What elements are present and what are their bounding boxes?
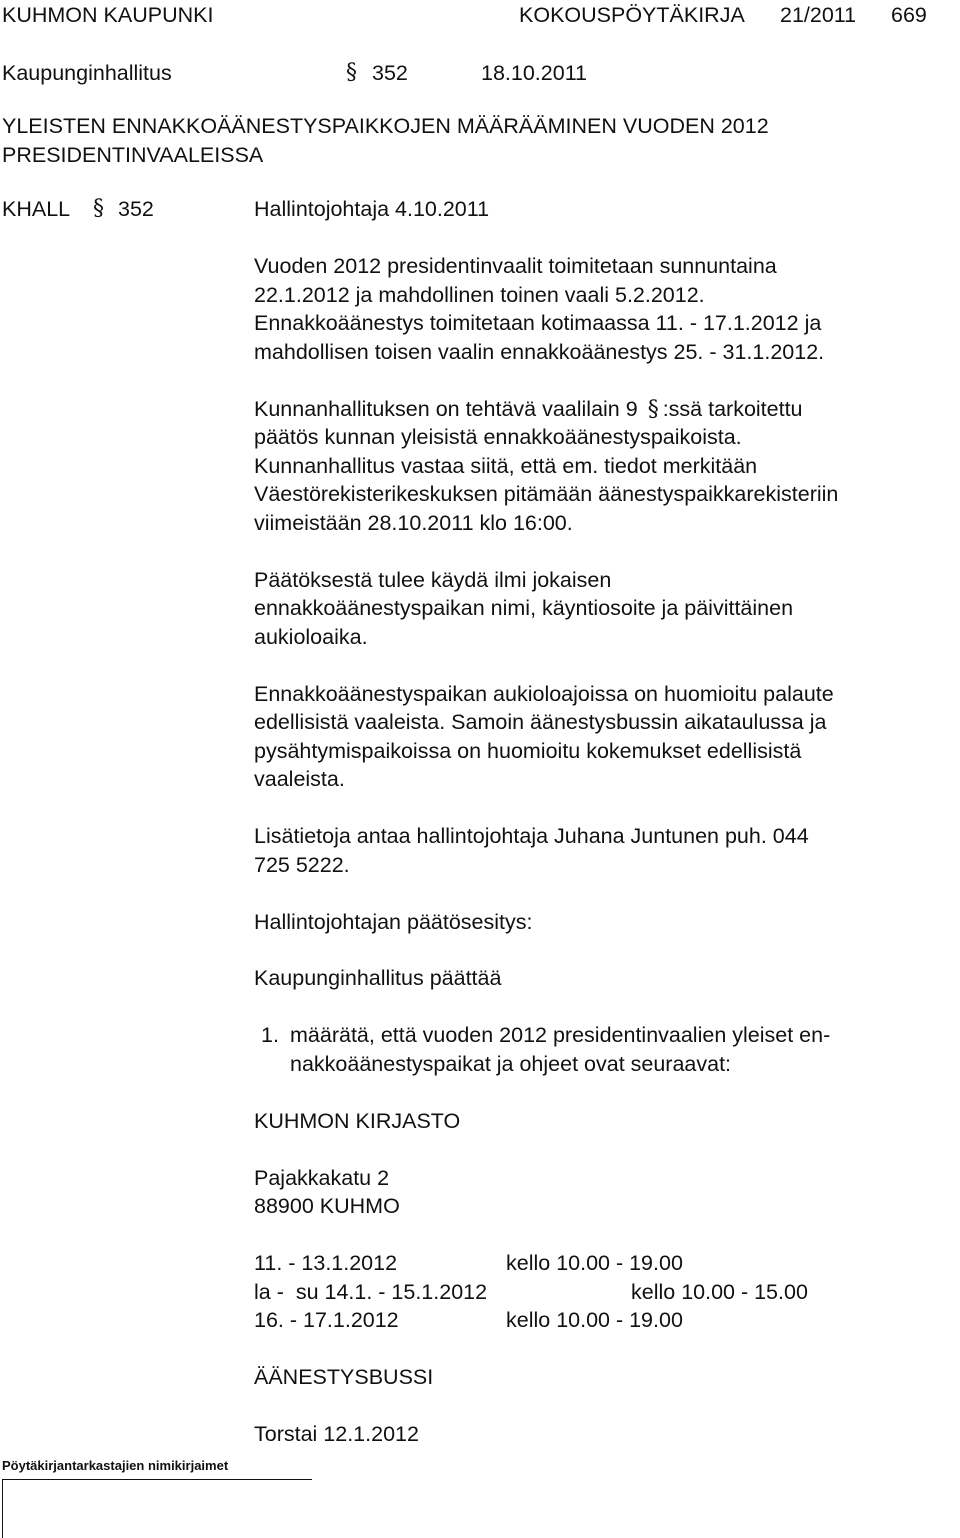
header-doc-title: KOKOUSPÖYTÄKIRJA bbox=[519, 3, 745, 27]
schedule-days: la - su 14.1. - 15.1.2012 bbox=[254, 1280, 488, 1304]
paragraph-line: 22.1.2012 ja mahdollinen toinen vaali 5.2.2012. bbox=[254, 283, 705, 307]
ref-label: KHALL bbox=[2, 197, 71, 221]
paragraph-line: Kunnanhallitus vastaa siitä, että em. tiedot merkitään bbox=[254, 454, 758, 478]
footer-divider bbox=[2, 1479, 312, 1480]
schedule-hours: kello 10.00 - 19.00 bbox=[506, 1251, 683, 1275]
list-item-line: nakkoäänestyspaikat ja ohjeet ovat seuraavat: bbox=[290, 1052, 732, 1076]
location-name: KUHMON KIRJASTO bbox=[254, 1109, 461, 1133]
schedule-hours: kello 10.00 - 15.00 bbox=[631, 1280, 808, 1304]
paragraph-line: ennakkoäänestyspaikan nimi, käyntiosoite ja päivittäinen bbox=[254, 596, 794, 620]
paragraph-line: Lisätietoja antaa hallintojohtaja Juhana Juntunen puh. 044 bbox=[254, 824, 809, 848]
ref-number: 352 bbox=[118, 197, 154, 221]
paragraph-line: Vuoden 2012 presidentinvaalit toimitetaan sunnuntaina bbox=[254, 254, 777, 278]
footer-label: Pöytäkirjantarkastajien nimikirjaimet bbox=[2, 1458, 229, 1473]
paragraph-line: Ennakkoäänestyspaikan aukioloajoissa on huomioitu palaute bbox=[254, 682, 834, 706]
paragraph-line: viimeistään 28.10.2011 klo 16:00. bbox=[254, 511, 573, 535]
ref-author-date: Hallintojohtaja 4.10.2011 bbox=[254, 197, 490, 221]
paragraph-line: aukioloaika. bbox=[254, 625, 368, 649]
schedule-hours: kello 10.00 - 19.00 bbox=[506, 1308, 683, 1332]
schedule-days: 11. - 13.1.2012 bbox=[254, 1251, 398, 1275]
header-doc-number: 21/2011 bbox=[780, 3, 857, 27]
location-street: Pajakkakatu 2 bbox=[254, 1166, 390, 1190]
paragraph-line: Väestörekisterikeskuksen pitämään äänestyspaikkarekisteriin bbox=[254, 482, 839, 506]
section-symbol: § bbox=[647, 397, 659, 422]
list-item-line: määrätä, että vuoden 2012 presidentinvaalien yleiset en- bbox=[290, 1023, 831, 1047]
schedule-days: 16. - 17.1.2012 bbox=[254, 1308, 399, 1332]
paragraph-text: Kunnanhallituksen on tehtävä vaalilain 9 bbox=[254, 397, 638, 421]
paragraph-line: pysähtymispaikoissa on huomioitu kokemukset edellisistä bbox=[254, 739, 802, 763]
title-line-1: YLEISTEN ENNAKKOÄÄNESTYSPAIKKOJEN MÄÄRÄÄMINEN VUODEN 2012 bbox=[2, 114, 769, 138]
paragraph-line: vaaleista. bbox=[254, 767, 345, 791]
page-number: 669 bbox=[891, 3, 927, 27]
paragraph-text: :ssä tarkoitettu bbox=[662, 397, 803, 421]
bus-name: ÄÄNESTYSBUSSI bbox=[254, 1365, 434, 1389]
location-city: 88900 KUHMO bbox=[254, 1194, 400, 1218]
section-symbol: § bbox=[346, 60, 357, 85]
meta-section-number: 352 bbox=[372, 61, 408, 85]
decision-lead: Kaupunginhallitus päättää bbox=[254, 966, 502, 990]
paragraph-line: Päätöksestä tulee käydä ilmi jokaisen bbox=[254, 568, 612, 592]
paragraph-line: Ennakkoäänestys toimitetaan kotimaassa 11. - 17.1.2012 ja bbox=[254, 311, 822, 335]
meta-body: Kaupunginhallitus bbox=[2, 61, 172, 85]
paragraph-line: mahdollisen toisen vaalin ennakkoäänestys 25. - 31.1.2012. bbox=[254, 340, 825, 364]
paragraph-line: 725 5222. bbox=[254, 853, 350, 877]
meta-date: 18.10.2011 bbox=[481, 61, 588, 85]
title-line-2: PRESIDENTINVAALEISSA bbox=[2, 143, 264, 167]
paragraph-line: päätös kunnan yleisistä ennakkoäänestyspaikoista. bbox=[254, 425, 742, 449]
section-symbol: § bbox=[93, 196, 104, 221]
proposal-heading: Hallintojohtajan päätösesitys: bbox=[254, 910, 533, 934]
header-org: KUHMON KAUPUNKI bbox=[2, 3, 214, 27]
paragraph-line: edellisistä vaaleista. Samoin äänestysbussin aikataulussa ja bbox=[254, 710, 827, 734]
list-item-number: 1. bbox=[261, 1023, 279, 1047]
initials-box bbox=[2, 1479, 3, 1538]
bus-date: Torstai 12.1.2012 bbox=[254, 1422, 419, 1446]
paragraph-line bbox=[254, 399, 803, 421]
